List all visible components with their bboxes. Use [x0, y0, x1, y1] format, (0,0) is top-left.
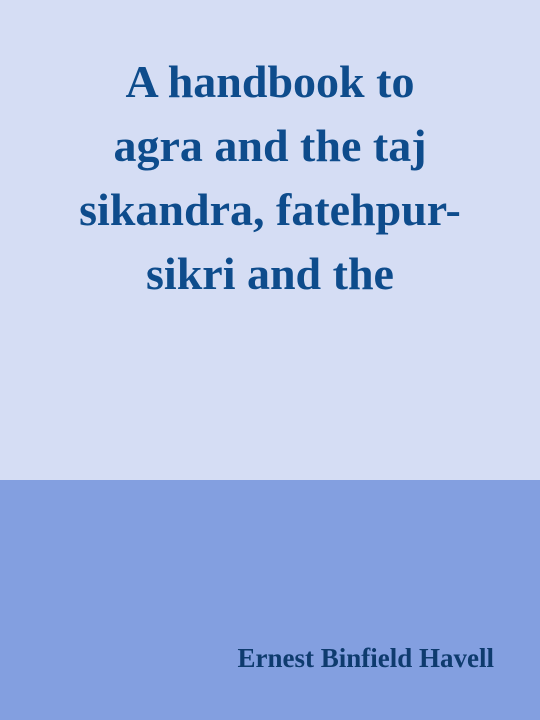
book-title [20, 50, 520, 306]
book-title-line-1: A handbook to [125, 56, 415, 107]
book-title-line-3: sikandra, fatehpur- [79, 184, 461, 235]
cover-lower-panel [0, 480, 540, 720]
book-title-line-2: agra and the taj [113, 120, 427, 171]
book-author: Ernest Binfield Havell [237, 643, 494, 673]
book-title-line-4: sikri and the [146, 248, 394, 299]
